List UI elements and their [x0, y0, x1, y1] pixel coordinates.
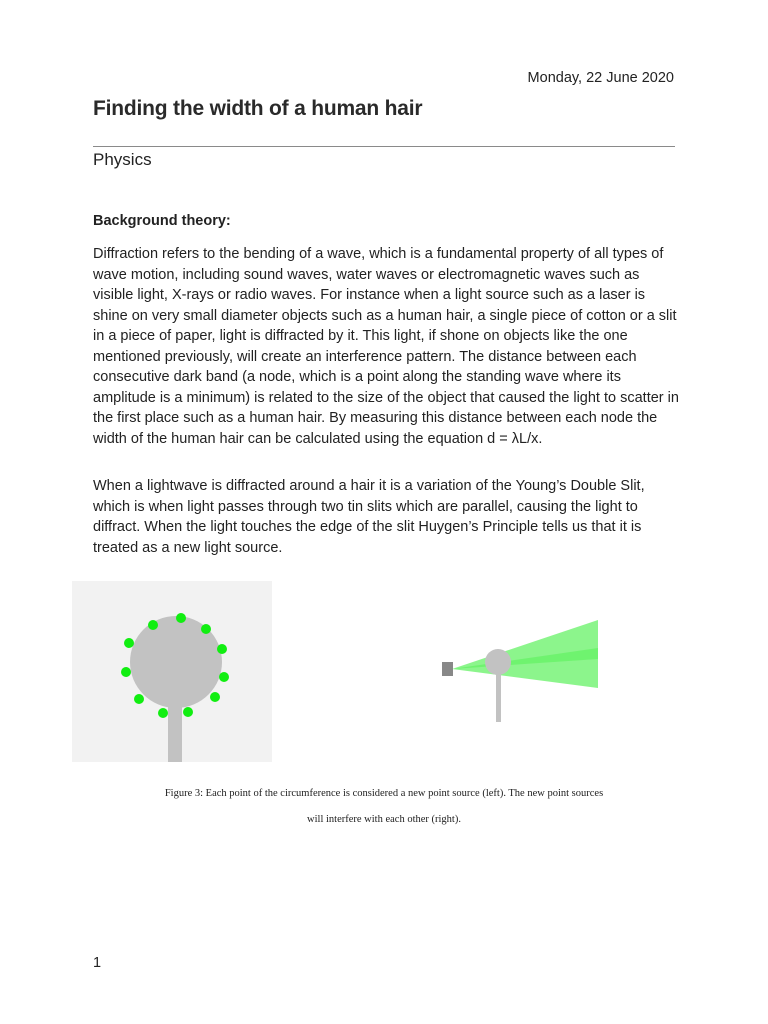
hair-stem [168, 699, 182, 762]
section-heading: Background theory: [93, 213, 231, 229]
title-divider [93, 146, 675, 147]
hair-cross-section [485, 649, 511, 675]
point-source [210, 692, 220, 702]
point-source [183, 707, 193, 717]
document-date: Monday, 22 June 2020 [527, 70, 674, 86]
point-source [148, 620, 158, 630]
paragraph-young-double-slit: When a lightwave is diffracted around a hair it is a variation of the Young’s Double Slit, which is when light passes through two tin slits which are parallel, causing the light to diffract. When the light touches the edge of the slit Huygen’s Principle tells us that it is treated as a new light source. [93, 478, 645, 556]
point-source [124, 638, 134, 648]
figure-point-sources [72, 581, 272, 762]
figure-caption-line-2: will interfere with each other (right). [307, 814, 461, 825]
figure-caption-line-1: Figure 3: Each point of the circumference is considered a new point source (left). The new point sources [164, 788, 604, 799]
point-source [201, 624, 211, 634]
page-number: 1 [93, 955, 102, 971]
figure-interference [440, 592, 602, 737]
paragraph-diffraction: Diffraction refers to the bending of a wave, which is a fundamental property of all types of wave motion, including sound waves, water waves or electromagnetic waves such as visible light, X-rays or radio waves. For instance when a light source such as a laser is shine on very small diameter objects such as a human hair, a single piece of cotton or a slit in a piece of paper, light is diffracted by it. This light, if shone on objects like the one mentioned previously, will create an interference pattern. The distance between each consecutive dark band (a node, which is a point along the standing wave where its amplitude is a minimum) is related to the size of the object that caused the light to scatter in the first place such as a human hair. By measuring this distance between each node the width of the human hair can be calculated using the equation d = λL/x. [93, 246, 679, 447]
point-source [217, 644, 227, 654]
point-source [219, 672, 229, 682]
point-source [158, 708, 168, 718]
point-source [176, 613, 186, 623]
laser-source [442, 662, 453, 676]
point-source [134, 694, 144, 704]
document-title: Finding the width of a human hair [93, 97, 423, 120]
point-source [121, 667, 131, 677]
subject-label: Physics [93, 150, 152, 169]
